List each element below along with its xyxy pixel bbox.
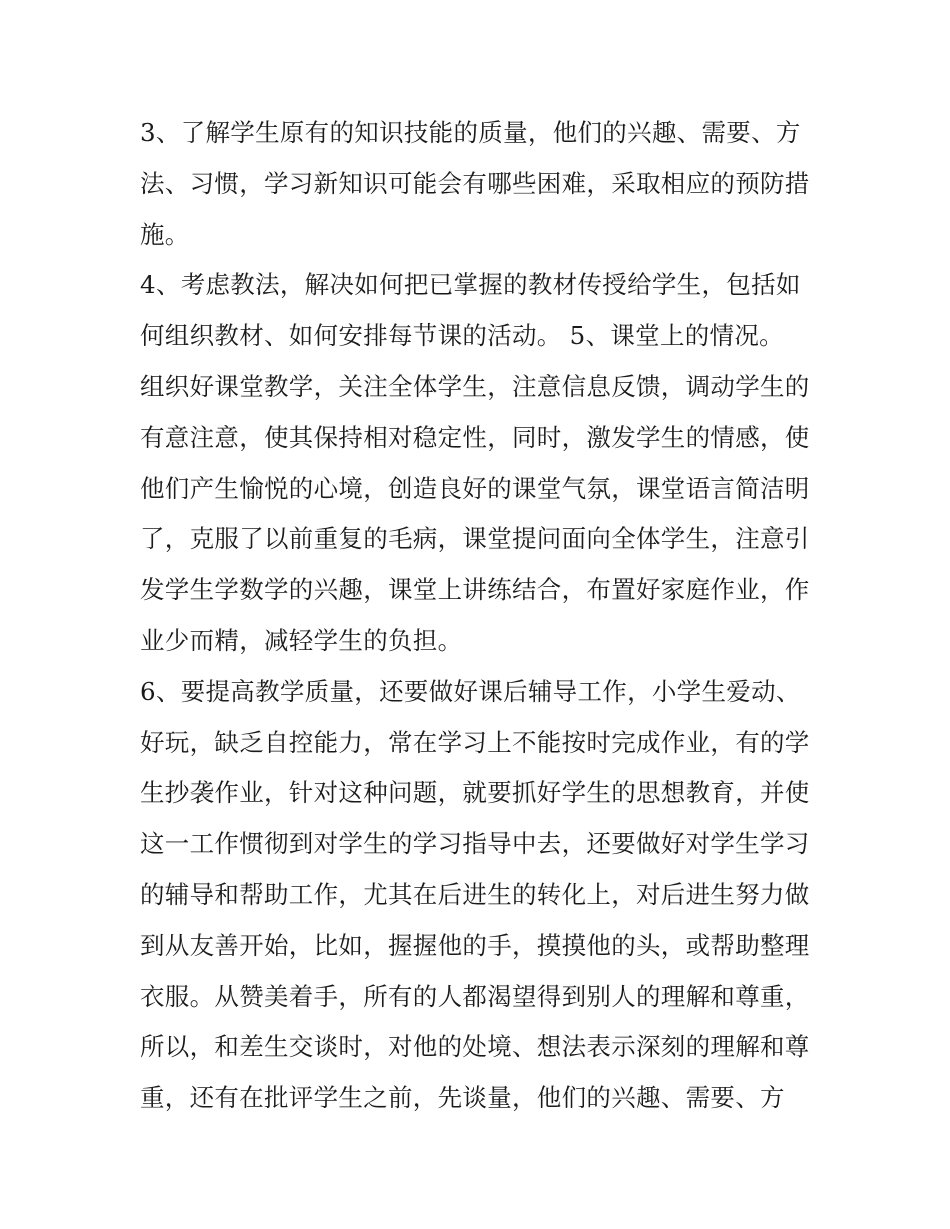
text-line: 组织好课堂教学，关注全体学生，注意信息反馈，调动学生的 (140, 371, 810, 401)
text-line: 所以，和差生交谈时，对他的处境、想法表示深刻的理解和尊 (140, 1032, 810, 1062)
text-line: 施。 (140, 219, 190, 249)
text-line: 生抄袭作业，针对这种问题，就要抓好学生的思想教育，并使 (140, 778, 810, 808)
text-line: 业少而精，减轻学生的负担。 (140, 625, 463, 655)
text-line: 的辅导和帮助工作，尤其在后进生的转化上，对后进生努力做 (140, 879, 810, 909)
text-line: 发学生学数学的兴趣，课堂上讲练结合，布置好家庭作业，作 (140, 575, 810, 605)
text-line: 他们产生愉悦的心境，创造良好的课堂气氛，课堂语言简洁明 (140, 473, 810, 503)
text-line: 有意注意，使其保持相对稳定性，同时，激发学生的情感，使 (140, 422, 810, 452)
text-line: 衣服。从赞美着手，所有的人都渴望得到别人的理解和尊重， (140, 981, 810, 1011)
text-line: 何组织教材、如何安排每节课的活动。 5、课堂上的情况。 (140, 321, 784, 351)
text-line: 好玩，缺乏自控能力，常在学习上不能按时完成作业，有的学 (140, 727, 810, 757)
text-line: 6、要提高教学质量，还要做好课后辅导工作，小学生爱动、 (140, 676, 801, 706)
text-line: 重，还有在批评学生之前，先谈量，他们的兴趣、需要、方 (140, 1083, 785, 1113)
text-line: 4、考虑教法，解决如何把已掌握的教材传授给学生，包括如 (140, 270, 801, 300)
text-line: 这一工作惯彻到对学生的学习指导中去，还要做好对学生学习 (140, 829, 810, 859)
text-line: 法、习惯，学习新知识可能会有哪些困难，采取相应的预防措 (140, 168, 810, 198)
text-line: 了，克服了以前重复的毛病，课堂提问面向全体学生，注意引 (140, 524, 810, 554)
document-body (140, 108, 812, 1124)
text-line: 到从友善开始，比如，握握他的手，摸摸他的头，或帮助整理 (140, 930, 810, 960)
text-line: 3、了解学生原有的知识技能的质量，他们的兴趣、需要、方 (140, 118, 801, 147)
